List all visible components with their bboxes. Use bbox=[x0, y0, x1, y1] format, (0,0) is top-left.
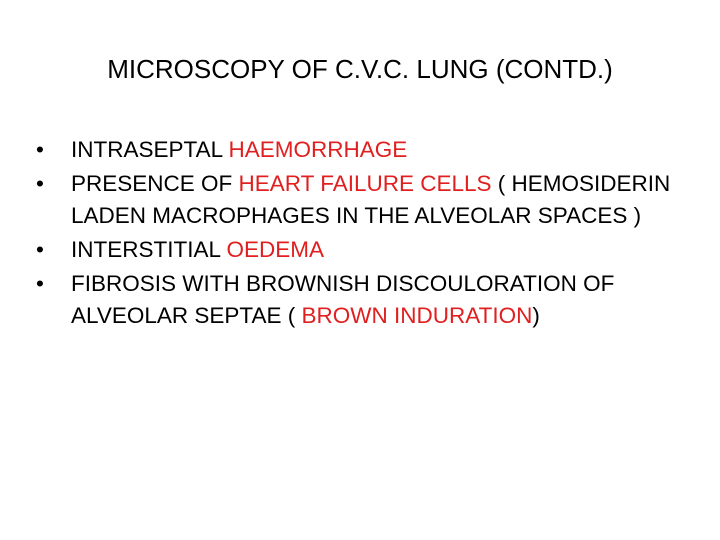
bullet-item bbox=[36, 234, 696, 266]
bullet-text: INTRASEPTAL bbox=[71, 137, 229, 162]
bullet-dot-icon: • bbox=[36, 271, 44, 296]
bullet-highlight: HEART FAILURE CELLS bbox=[238, 171, 492, 196]
bullet-text: FIBROSIS WITH BROWNISH DISCOULORATION OF ALVEOLAR SEPTAE ( bbox=[71, 271, 615, 328]
bullet-item bbox=[36, 168, 696, 232]
bullet-text: PRESENCE OF bbox=[71, 171, 239, 196]
bullet-dot-icon: • bbox=[36, 137, 44, 162]
bullet-highlight: HAEMORRHAGE bbox=[228, 137, 408, 162]
bullet-list bbox=[36, 134, 696, 334]
bullet-item bbox=[36, 268, 696, 332]
bullet-dot-icon: • bbox=[36, 171, 44, 196]
bullet-item bbox=[36, 134, 696, 166]
bullet-text-after: ) bbox=[532, 303, 540, 328]
bullet-highlight: BROWN INDURATION bbox=[301, 303, 533, 328]
bullet-text-after: ( HEMOSIDERIN LADEN MACROPHAGES IN THE ALVEOLAR SPACES ) bbox=[71, 171, 671, 228]
bullet-dot-icon: • bbox=[36, 237, 44, 262]
bullet-text: INTERSTITIAL bbox=[71, 237, 227, 262]
slide-title: MICROSCOPY OF C.V.C. LUNG (CONTD.) bbox=[107, 54, 613, 84]
bullet-highlight: OEDEMA bbox=[226, 237, 324, 262]
